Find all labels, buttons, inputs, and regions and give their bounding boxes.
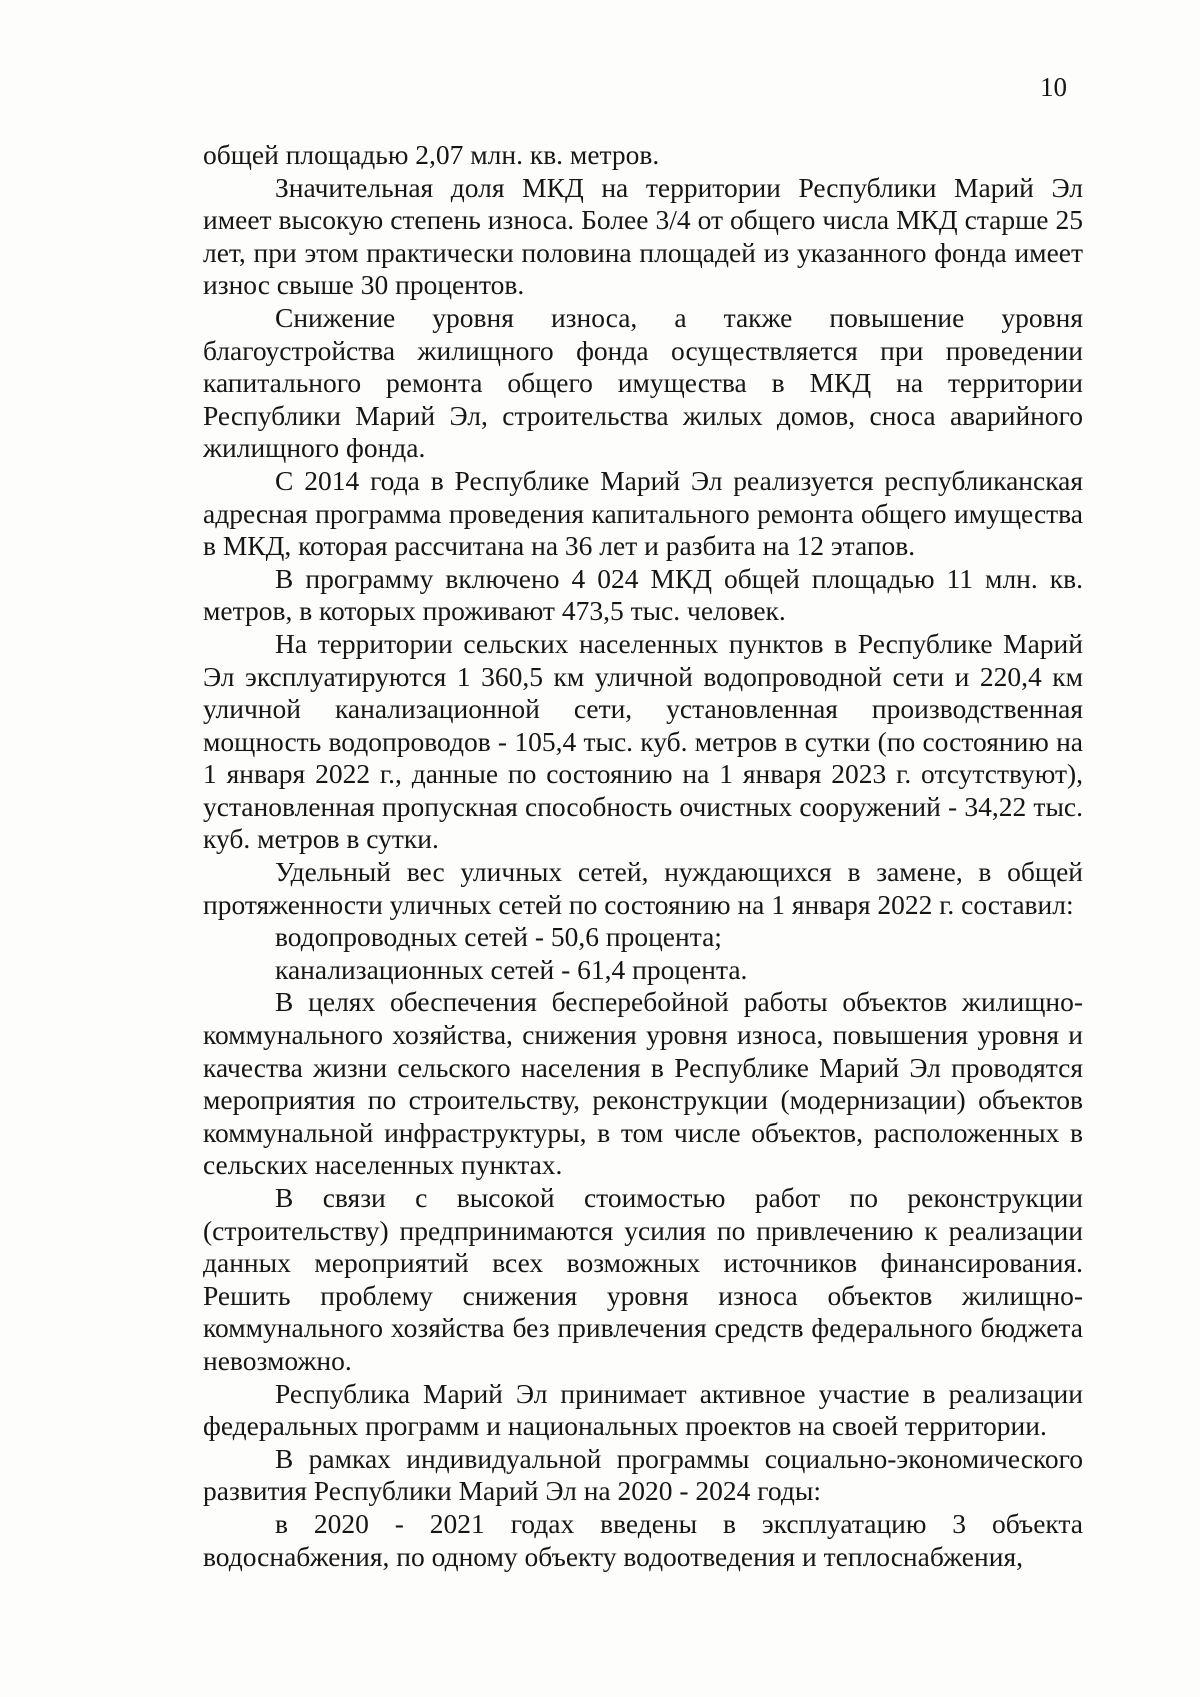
paragraph: канализационных сетей - 61,4 процента. [275, 953, 748, 985]
body-text [203, 139, 1083, 1573]
paragraph: Республика Марий Эл принимает активное участие в реализации федеральных программ и национальных проектов на своей территории. [203, 1377, 1083, 1442]
paragraph: общей площадью 2,07 млн. кв. метров. [203, 139, 660, 170]
page-number: 10 [1040, 72, 1067, 102]
paragraph: С 2014 года в Республике Марий Эл реализуется республиканская адресная программа проведения капитального ремонта общего имущества в МКД, которая рассчитана на 36 лет и разбита на 12 этапов. [203, 464, 1083, 562]
paragraph: в 2020 - 2021 годах введены в эксплуатацию 3 объекта водоснабжения, по одному объекту водоотведения и теплоснабжения, [203, 1507, 1083, 1572]
paragraph: Снижение уровня износа, а также повышение уровня благоустройства жилищного фонда осуществляется при проведении капитального ремонта общего имущества в МКД на территории Республики Марий Эл, строительства жилых домов, сноса аварийного жилищного фонда. [203, 301, 1083, 464]
paragraph: В связи с высокой стоимостью работ по реконструкции (строительству) предпринимаются усилия по привлечению к реализации данных мероприятий всех возможных источников финансирования. Решить проблему снижения уровня износа объектов жилищно-коммунального хозяйства без привлечения средств федерального бюджета невозможно. [203, 1182, 1083, 1376]
paragraph: На территории сельских населенных пунктов в Республике Марий Эл эксплуатируются 1 360,5 км уличной водопроводной сети и 220,4 км уличной канализационной сети, установленная производственная мощность водопроводов - 105,4 тыс. куб. метров в сутки (по состоянию на 1 января 2022 г., данные по состоянию на 1 января 2023 г. отсутствуют), установленная пропускная способность очистных сооружений - 34,22 тыс. куб. метров в сутки. [203, 627, 1083, 855]
paragraph: В целях обеспечения бесперебойной работы объектов жилищно-коммунального хозяйства, снижения уровня износа, повышения уровня и качества жизни сельского населения в Республике Марий Эл проводятся мероприятия по строительству, реконструкции (модернизации) объектов коммунальной инфраструктуры, в том числе объектов, расположенных в сельских населенных пунктах. [203, 986, 1083, 1181]
paragraph: Удельный вес уличных сетей, нуждающихся в замене, в общей протяженности уличных сетей по состоянию на 1 января 2022 г. составил: [203, 856, 1083, 920]
paragraph: водопроводных сетей - 50,6 процента; [275, 921, 722, 953]
paragraph: Значительная доля МКД на территории Республики Марий Эл имеет высокую степень износа. Более 3/4 от общего числа МКД старше 25 лет, при этом практически половина площадей из указанного фонда имеет износ свыше 30 процентов. [203, 171, 1083, 301]
paragraph: В программу включено 4 024 МКД общей площадью 11 млн. кв. метров, в которых проживают 473,5 тыс. человек. [203, 562, 1083, 627]
paragraph: В рамках индивидуальной программы социально-экономического развития Республики Марий Эл на 2020 - 2024 годы: [203, 1442, 1083, 1507]
